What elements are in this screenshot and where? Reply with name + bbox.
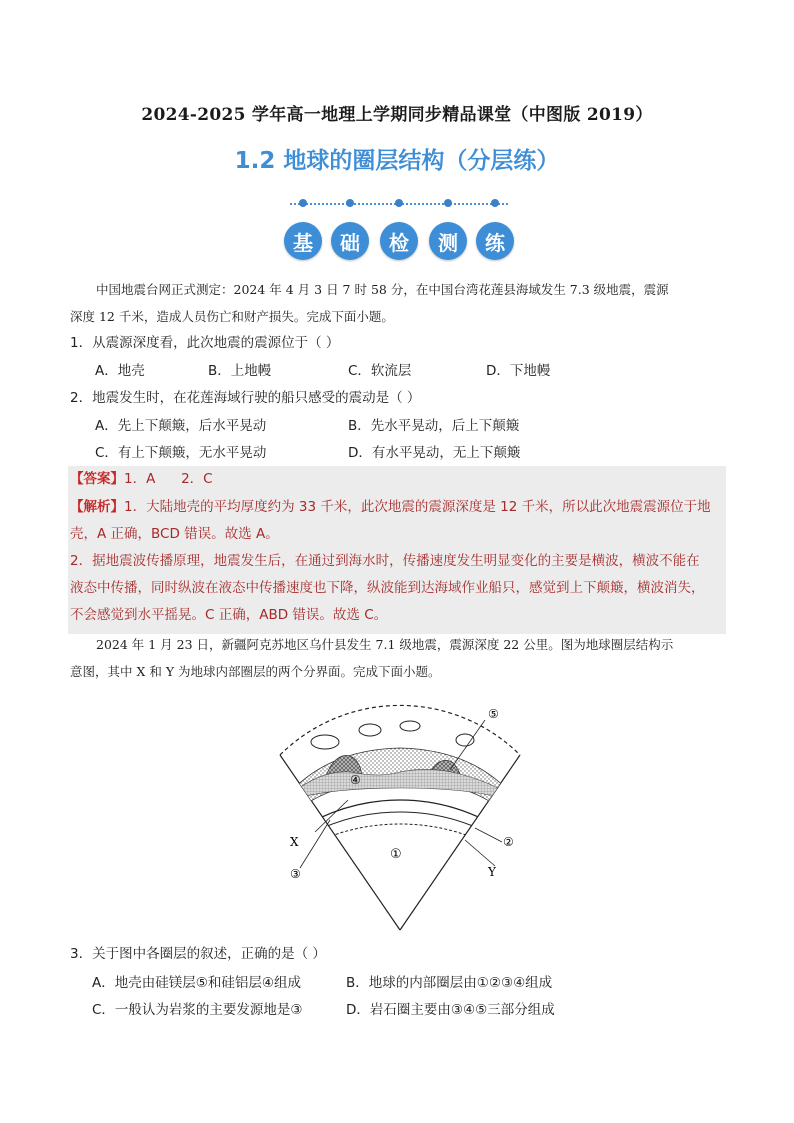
badge-dot [395,199,403,207]
badge-dot [299,199,307,207]
question-1-option-b: B．上地幔 [208,363,272,379]
label-5: ⑤ [488,707,499,721]
question-3-option-c: C．一般认为岩浆的主要发源地是③ [92,1002,303,1018]
cloud [359,724,381,736]
analysis-line-4: 液态中传播，同时纵波在液态中传播速度也下降，纵波能到达海域作业船只，感觉到上下颠簸，横波消失， [70,580,705,596]
cloud [400,721,420,731]
badge-char: 础 [331,222,369,260]
section-badge [284,198,514,268]
passage-1-line-2: 深度 12 千米，造成人员伤亡和财产损失。完成下面小题。 [70,309,394,324]
question-3-stem: 3．关于图中各圈层的叙述，正确的是（ ） [70,946,326,962]
question-2-option-c: C．有上下颠簸，无水平晃动 [95,445,267,461]
badge-dot [346,199,354,207]
badge-char: 检 [380,222,418,260]
analysis-text: 1．大陆地壳的平均厚度约为 33 千米，此次地震的震源深度是 12 千米，所以此次地震震源位于地 [124,499,711,515]
earth-layers-diagram [270,700,530,935]
analysis-line-5: 不会感觉到水平摇晃。C 正确，ABD 错误。故选 C。 [70,607,388,623]
analysis-tag: 【解析】 [70,499,124,515]
badge-char: 测 [429,222,467,260]
badge-dot [491,199,499,207]
label-4: ④ [350,773,361,787]
analysis-line-2: 壳，A 正确，BCD 错误。故选 A。 [70,526,279,542]
answer-text: 1．A 2．C [124,471,213,487]
badge-dot [444,199,452,207]
passage-2-line-1: 2024 年 1 月 23 日，新疆阿克苏地区乌什县发生 7.1 级地震，震源深度 22 公里。图为地球圈层结构示 [96,637,674,652]
lesson-title: 1.2 地球的圈层结构（分层练） [234,148,560,174]
question-1-option-c: C．软流层 [348,363,412,379]
question-3-option-a: A．地壳由硅镁层⑤和硅铝层④组成 [92,975,301,991]
passage-1-line-1: 中国地震台网正式测定：2024 年 4 月 3 日 7 时 58 分，在中国台湾花莲县海域发生 7.3 级地震，震源 [96,282,669,297]
question-1-option-d: D．下地幔 [486,363,551,379]
question-2-option-d: D．有水平晃动，无上下颠簸 [348,445,521,461]
badge-char: 练 [476,222,514,260]
passage-2-line-2: 意图，其中 X 和 Y 为地球内部圈层的两个分界面。完成下面小题。 [70,664,441,679]
question-3-option-d: D．岩石圈主要由③④⑤三部分组成 [346,1002,555,1018]
answer-line [70,466,726,493]
question-1-stem: 1．从震源深度看，此次地震的震源位于（ ） [70,335,340,351]
label-1: ① [390,847,402,862]
question-2-option-a: A．先上下颠簸，后水平晃动 [95,418,267,434]
series-title: 2024-2025 学年高一地理上学期同步精品课堂（中图版 2019） [141,105,653,125]
question-2-option-b: B．先水平晃动，后上下颠簸 [348,418,520,434]
analysis-line-1 [70,494,726,521]
question-1-option-a: A．地壳 [95,363,145,379]
label-x: X [290,835,299,849]
cloud [311,735,339,749]
label-y: Y [488,865,496,879]
question-3-option-b: B．地球的内部圈层由①②③④组成 [346,975,553,991]
badge-char: 基 [284,222,322,260]
label-2: ② [503,835,514,849]
question-2-stem: 2．地震发生时，在花莲海域行驶的船只感受的震动是（ ） [70,390,421,406]
boundary-x [270,800,530,850]
label-3: ③ [290,867,301,881]
answer-tag: 【答案】 [70,471,124,487]
analysis-line-3: 2．据地震波传播原理，地震发生后，在通过到海水时，传播速度发生明显变化的主要是横波，横波不能在 [70,553,700,569]
